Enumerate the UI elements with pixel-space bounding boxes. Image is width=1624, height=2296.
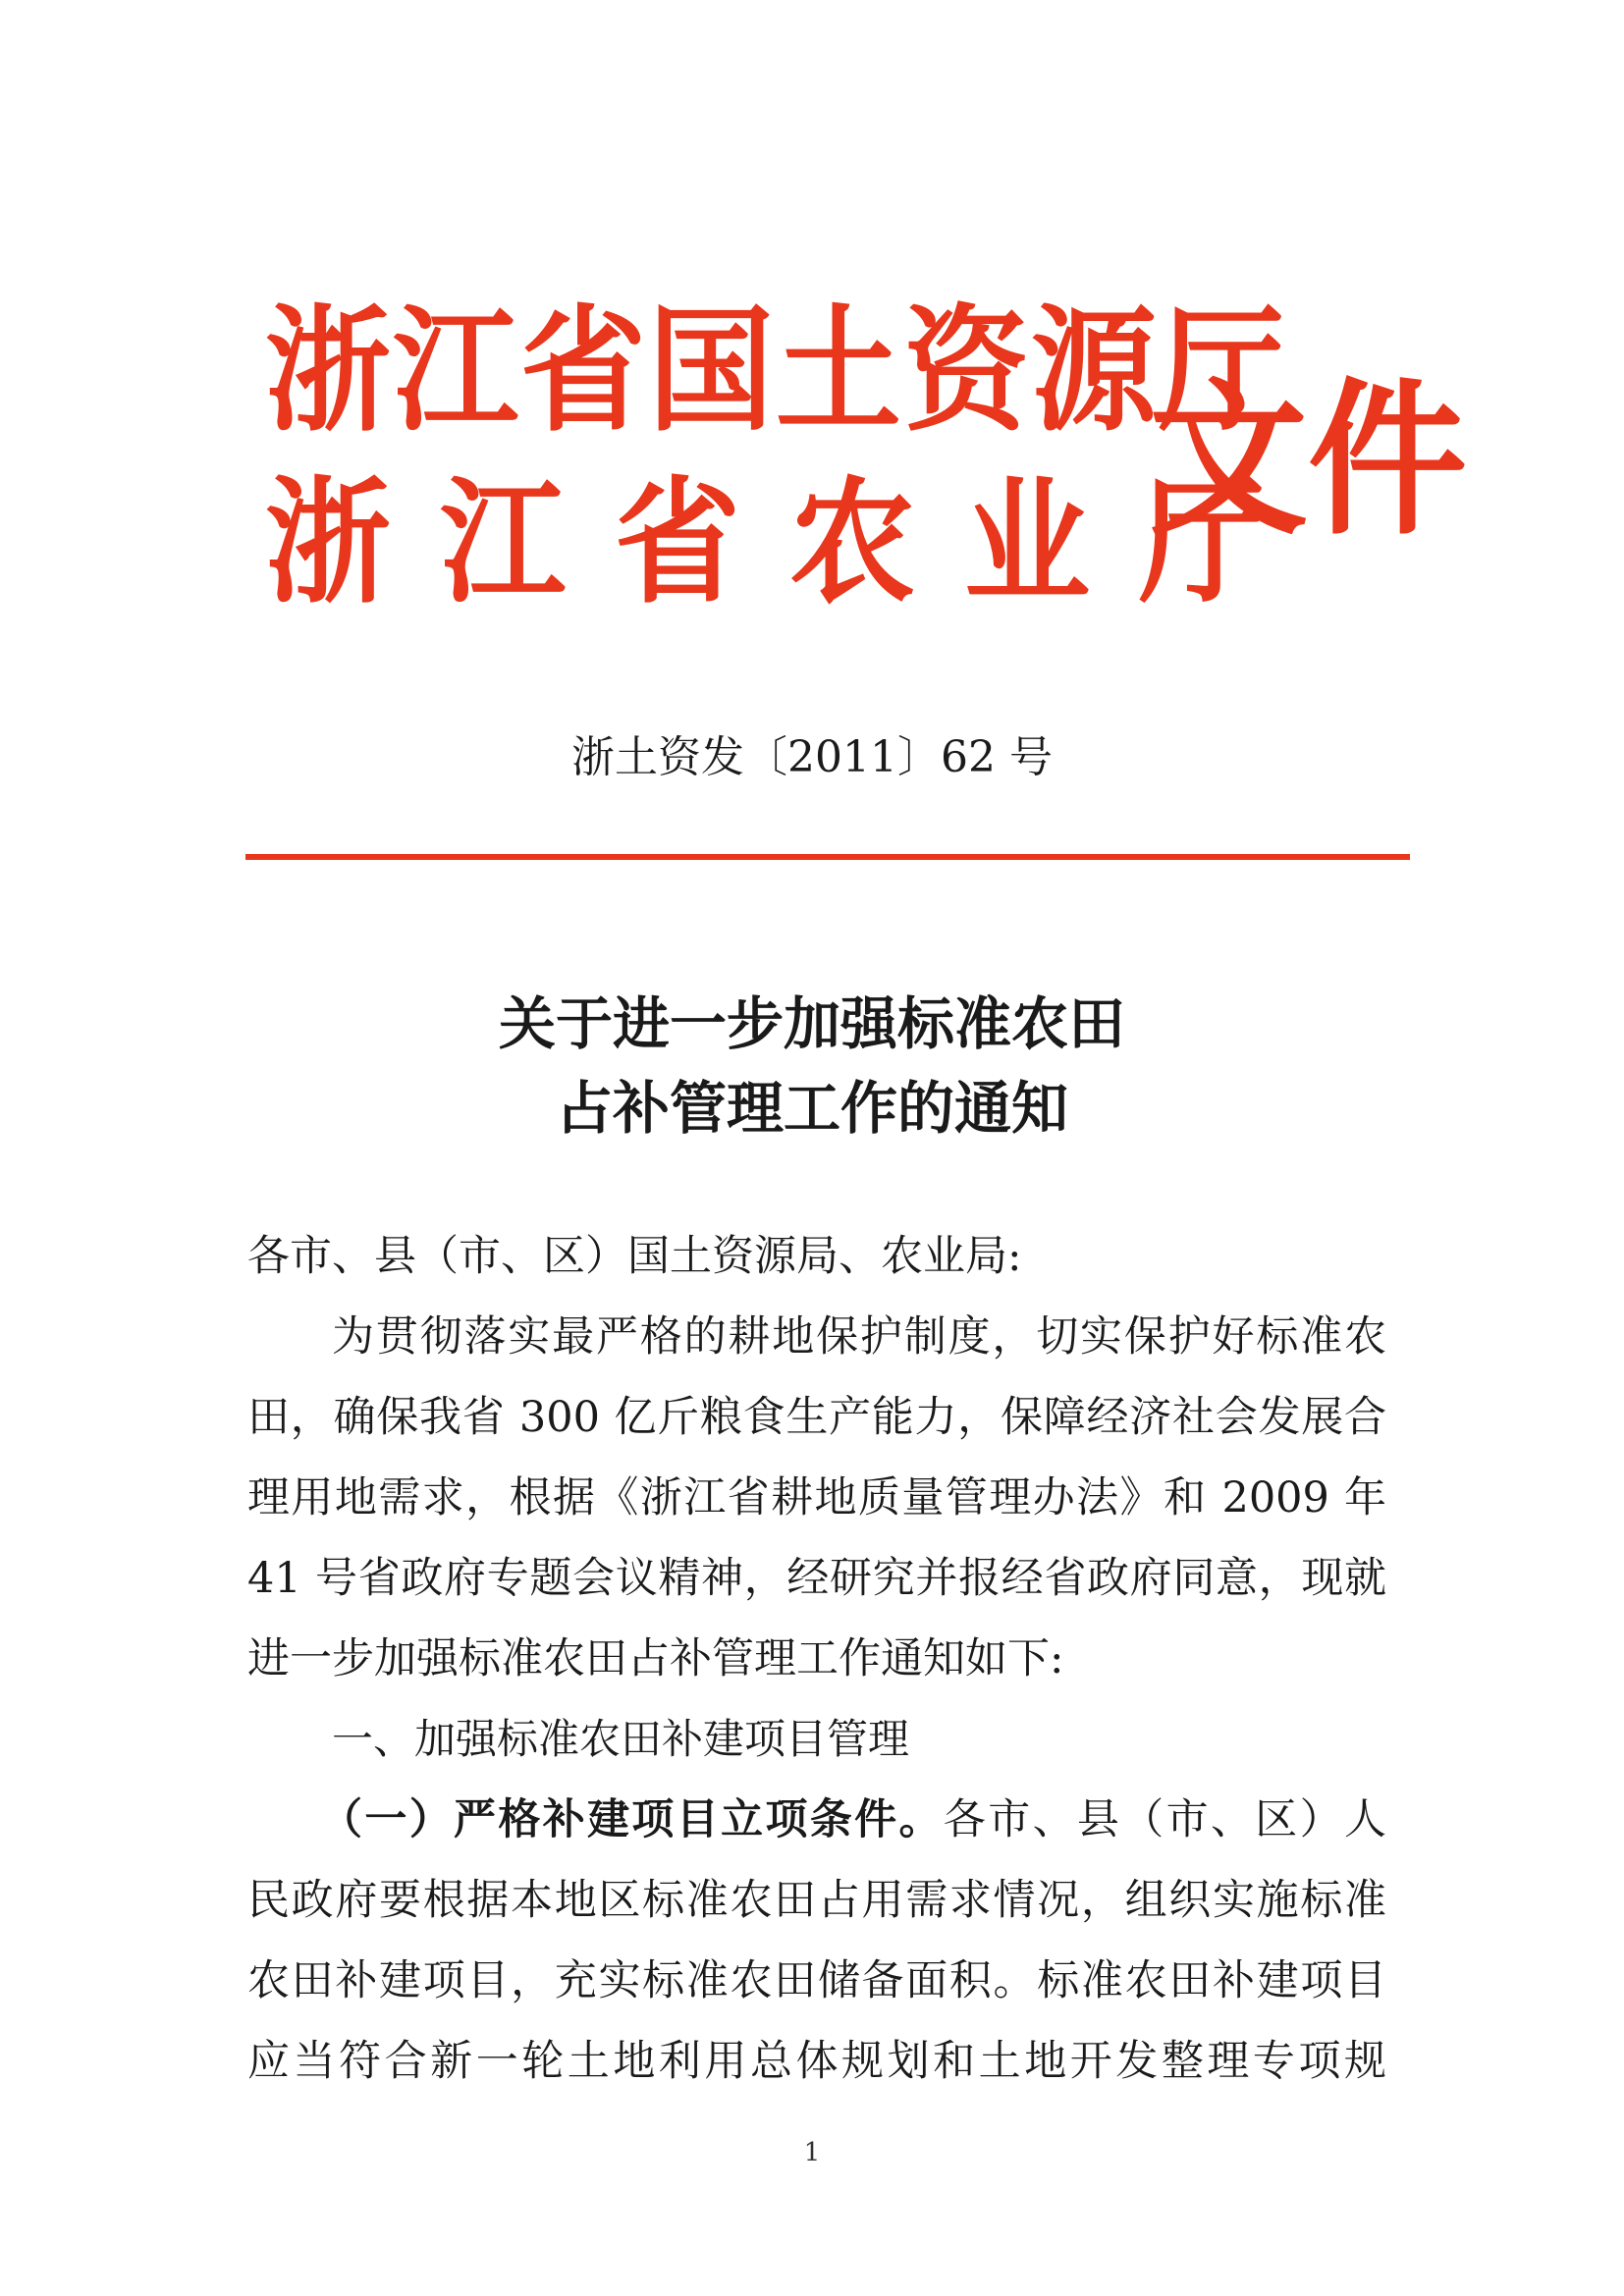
paragraph-2-line-1 [320,1790,1386,1849]
page-number: 1 [803,2138,821,2167]
document-label: 文件 [1149,364,1467,559]
paragraph-1-line-4: 41 号省政府专题会议精神，经研究并报经省政府同意，现就 [247,1554,1386,1603]
document-number: 浙土资发〔2011〕62 号 [571,732,1053,782]
paragraph-1-line-1: 为贯彻落实最严格的耕地保护制度，切实保护好标准农 [332,1312,1386,1362]
document-title [0,982,1624,1150]
paragraph-2-line-1-rest: 各市、县（市、区）人 [943,1795,1387,1844]
paragraph-1-line-5: 进一步加强标准农田占补管理工作通知如下: [247,1634,1064,1683]
paragraph-2-lead: （一）严格补建项目立项条件。 [320,1795,944,1844]
paragraph-2-line-4: 应当符合新一轮土地利用总体规划和土地开发整理专项规 [247,2037,1386,2086]
paragraph-1-line-3: 理用地需求，根据《浙江省耕地质量管理办法》和 2009 年 [247,1473,1386,1522]
title-line-2: 占补管理工作的通知 [555,1075,1068,1142]
paragraph-2-line-2: 民政府要根据本地区标准农田占用需求情况，组织实施标准 [247,1876,1386,1925]
title-line-1: 关于进一步加强标准农田 [498,990,1125,1057]
issuer-name-agriculture: 浙江省农业厅 [265,464,1315,623]
salutation: 各市、县（市、区）国土资源局、农业局: [247,1232,1022,1281]
masthead [265,293,1467,628]
issuer-name-land-resources: 浙江省国土资源厅 [265,293,1287,452]
paragraph-2-line-3: 农田补建项目，充实标准农田储备面积。标准农田补建项目 [247,1956,1386,2005]
section-heading-1: 一、加强标准农田补建项目管理 [332,1715,910,1763]
red-separator-line [245,854,1410,860]
paragraph-1-line-2: 田，确保我省 300 亿斤粮食生产能力，保障经济社会发展合 [247,1393,1386,1442]
